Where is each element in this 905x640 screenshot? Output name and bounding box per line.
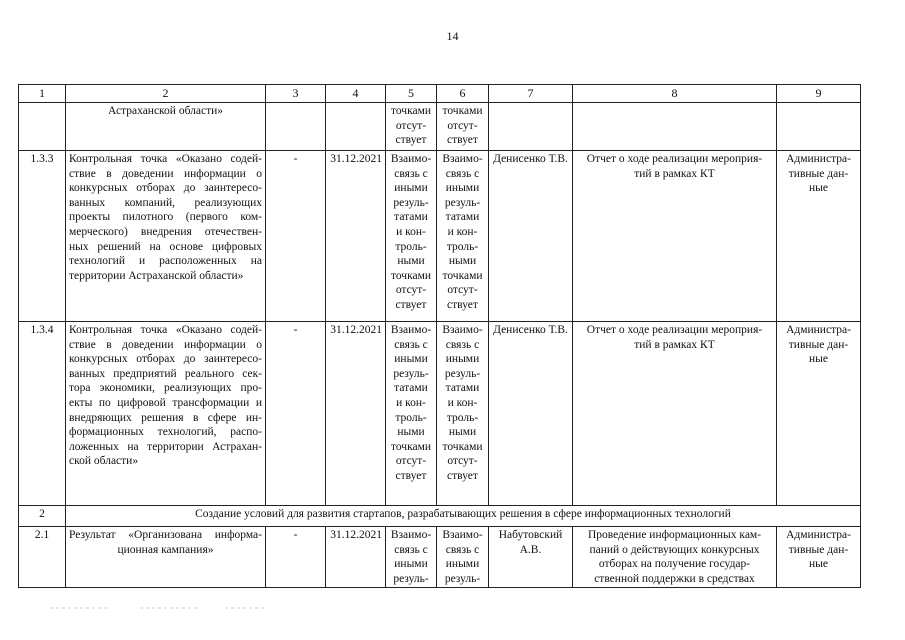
column-header: 3 [266,85,326,103]
cell-line: ствует [395,469,427,482]
table-cell-c8 [573,103,777,151]
table-cell-c2 [66,322,266,506]
cell-line: отсут- [447,119,478,132]
table-cell-c2 [66,527,266,588]
cell-line: резуль- [444,572,481,585]
column-header: 9 [777,85,861,103]
cell-line: ные [809,353,828,366]
cell-line: резуль- [393,572,429,585]
table-cell-c4 [326,103,386,151]
table-cell-c2 [66,151,266,322]
cell-line: ствует [447,298,478,311]
cell-line: и кон- [447,396,478,409]
plan-table [18,84,861,588]
table-cell-c7 [489,151,573,322]
cell-line: резуль- [393,367,429,380]
cell-line: Денисенко Т.В. [493,324,568,336]
cell-line: резуль- [444,196,481,209]
table-row [19,103,861,151]
table-cell-c9 [777,322,861,506]
cell-line: паний о действующих конкурсных [589,543,760,556]
table-header-row [19,85,861,103]
cell-line: точками [442,269,483,282]
table-cell-c7 [489,527,573,588]
cell-line: отсут- [447,455,478,468]
column-header: 2 [66,85,266,103]
section-title: Создание условий для развития стартапов, разрабатывающих решения в сфере информационных технологий [66,506,861,527]
column-header: 1 [19,85,66,103]
cell-line: связь с [445,338,480,351]
cell-line: ных решений на основе цифровых [69,240,262,253]
cell-line: татами [445,382,480,395]
table-cell-c5 [386,527,437,588]
cell-line: конкурсных отборах до заинтересо- [69,182,262,195]
cell-line: А.В. [519,543,542,556]
table-cell-c6 [437,322,489,506]
cell-line: Взаимо- [390,153,432,165]
cell-line: татами [394,211,428,224]
table-cell-c5 [386,103,437,151]
cell-line: иными [394,182,428,195]
cell-line: ствует [395,134,427,147]
cell-line: ствует [447,134,478,147]
cell-line: татами [394,382,428,395]
cell-line: Администра- [786,153,851,165]
table-cell-c7 [489,322,573,506]
cell-line: тивные дан- [788,543,849,556]
cell-line: ными [397,426,425,439]
column-header: 8 [573,85,777,103]
table-cell-c4: 31.12.2021 [326,151,386,322]
cell-line: ствие в доведении информации о [69,167,262,180]
cell-line: иными [394,353,428,366]
cell-line: связь с [394,338,428,351]
cell-line: ствие в доведении информации о [69,338,262,351]
cell-line: резуль- [444,367,481,380]
cell-line: Астраханской области» [107,105,224,117]
cell-line: ванных компаний, реализующих [69,196,262,209]
table-cell-c6 [437,103,489,151]
cell-line: и кон- [396,225,426,238]
cell-line: иными [394,558,428,571]
table-cell-c9 [777,103,861,151]
cell-line: точками [442,440,483,453]
cell-line: Взаимо- [390,324,432,336]
cell-line: тора экономики, реализующих про- [69,382,262,395]
cell-line: татами [445,211,480,224]
page-number: 14 [446,29,459,43]
cell-line: конкурсных отборах до заинтересо- [69,353,262,366]
table-cell-c9 [777,151,861,322]
cell-line: связь с [394,167,428,180]
table-cell-c4: 31.12.2021 [326,322,386,506]
cell-line: связь с [394,543,428,556]
cell-line: иными [445,353,480,366]
cell-line: Контрольная точка «Оказано содей- [69,324,262,336]
table-row [19,151,861,322]
faint-scan-marks [50,606,270,610]
cell-line: Результат «Организована информа- [69,529,262,541]
column-header: 6 [437,85,489,103]
cell-line: территории Астраханской области» [69,269,244,282]
table-cell-c8 [573,151,777,322]
section-number: 2 [19,506,66,527]
cell-line: отсут- [395,455,427,468]
cell-line: тивные дан- [788,167,849,180]
cell-line: троль- [446,411,479,424]
table-cell-c6 [437,151,489,322]
cell-line: Отчет о ходе реализации мероприя- [586,153,763,165]
cell-line: отборах на получение государ- [598,558,751,571]
cell-line: иными [445,558,480,571]
cell-line: технологий и расположенных на [69,255,262,268]
table-cell-c9 [777,527,861,588]
cell-line: иными [445,182,480,195]
cell-line: ской области» [69,455,139,468]
table-cell-c5 [386,151,437,322]
table-row [19,322,861,506]
table-cell-c1: 1.3.4 [19,322,66,506]
cell-line: отсут- [395,284,427,297]
table-cell-c7 [489,103,573,151]
cell-line: связь с [445,167,480,180]
cell-line: ванных предприятий реального сек- [69,367,262,380]
cell-line: точками [390,105,432,117]
cell-line: резуль- [393,196,429,209]
cell-line: ционная кампания» [117,543,214,556]
cell-line: и кон- [447,225,478,238]
cell-line: ствует [447,469,478,482]
cell-line: Взаимо- [442,324,483,336]
cell-line: мерческого) внедрения отечествен- [69,225,262,238]
column-header: 5 [386,85,437,103]
cell-line: Отчет о ходе реализации мероприя- [586,324,763,336]
cell-line: тий в рамках КТ [634,167,715,180]
cell-line: ствует [395,298,427,311]
table-cell-c8 [573,527,777,588]
cell-line: Денисенко Т.В. [493,153,568,165]
table-cell-c6 [437,527,489,588]
cell-line: отсут- [395,119,427,132]
cell-line: отсут- [447,284,478,297]
cell-line: Проведение информационных кам- [587,529,762,541]
column-header: 7 [489,85,573,103]
column-header: 4 [326,85,386,103]
cell-line: ными [397,255,425,268]
table-cell-c2 [66,103,266,151]
cell-line: ные [809,182,828,195]
table-cell-c1 [19,103,66,151]
cell-line: Администра- [786,529,851,541]
table-cell-c3 [266,103,326,151]
cell-line: ственной поддержки в средствах [594,572,755,585]
cell-line: проекты пилотного (первого ком- [69,211,262,224]
cell-line: Контрольная точка «Оказано содей- [69,153,262,165]
section-row [19,506,861,527]
cell-line: ными [448,426,477,439]
cell-line: Взаимо- [390,529,432,541]
cell-line: формационных технологий, распо- [69,426,262,439]
cell-line: троль- [446,240,479,253]
cell-line: Набутовский [498,529,563,541]
cell-line: Администра- [786,324,851,336]
table-cell-c3: - [266,527,326,588]
cell-line: троль- [395,240,427,253]
cell-line: екты по цифровой трансформации и [69,396,262,409]
table-cell-c3: - [266,151,326,322]
cell-line: троль- [395,411,427,424]
cell-line: точками [390,269,432,282]
cell-line: тивные дан- [788,338,849,351]
cell-line: ные [809,558,828,571]
table-cell-c1: 2.1 [19,527,66,588]
cell-line: точками [442,105,483,117]
table-cell-c1: 1.3.3 [19,151,66,322]
cell-line: связь с [445,543,480,556]
table-cell-c8 [573,322,777,506]
cell-line: Взаимо- [442,153,483,165]
table-row [19,527,861,588]
cell-line: Взаимо- [442,529,483,541]
table-cell-c5 [386,322,437,506]
table-cell-c4: 31.12.2021 [326,527,386,588]
cell-line: ложенных на территории Астрахан- [69,440,262,453]
table-cell-c3: - [266,322,326,506]
cell-line: и кон- [396,396,426,409]
cell-line: тий в рамках КТ [634,338,715,351]
cell-line: внедряющих решения в сфере ин- [69,411,262,424]
cell-line: ными [448,255,477,268]
cell-line: точками [390,440,432,453]
